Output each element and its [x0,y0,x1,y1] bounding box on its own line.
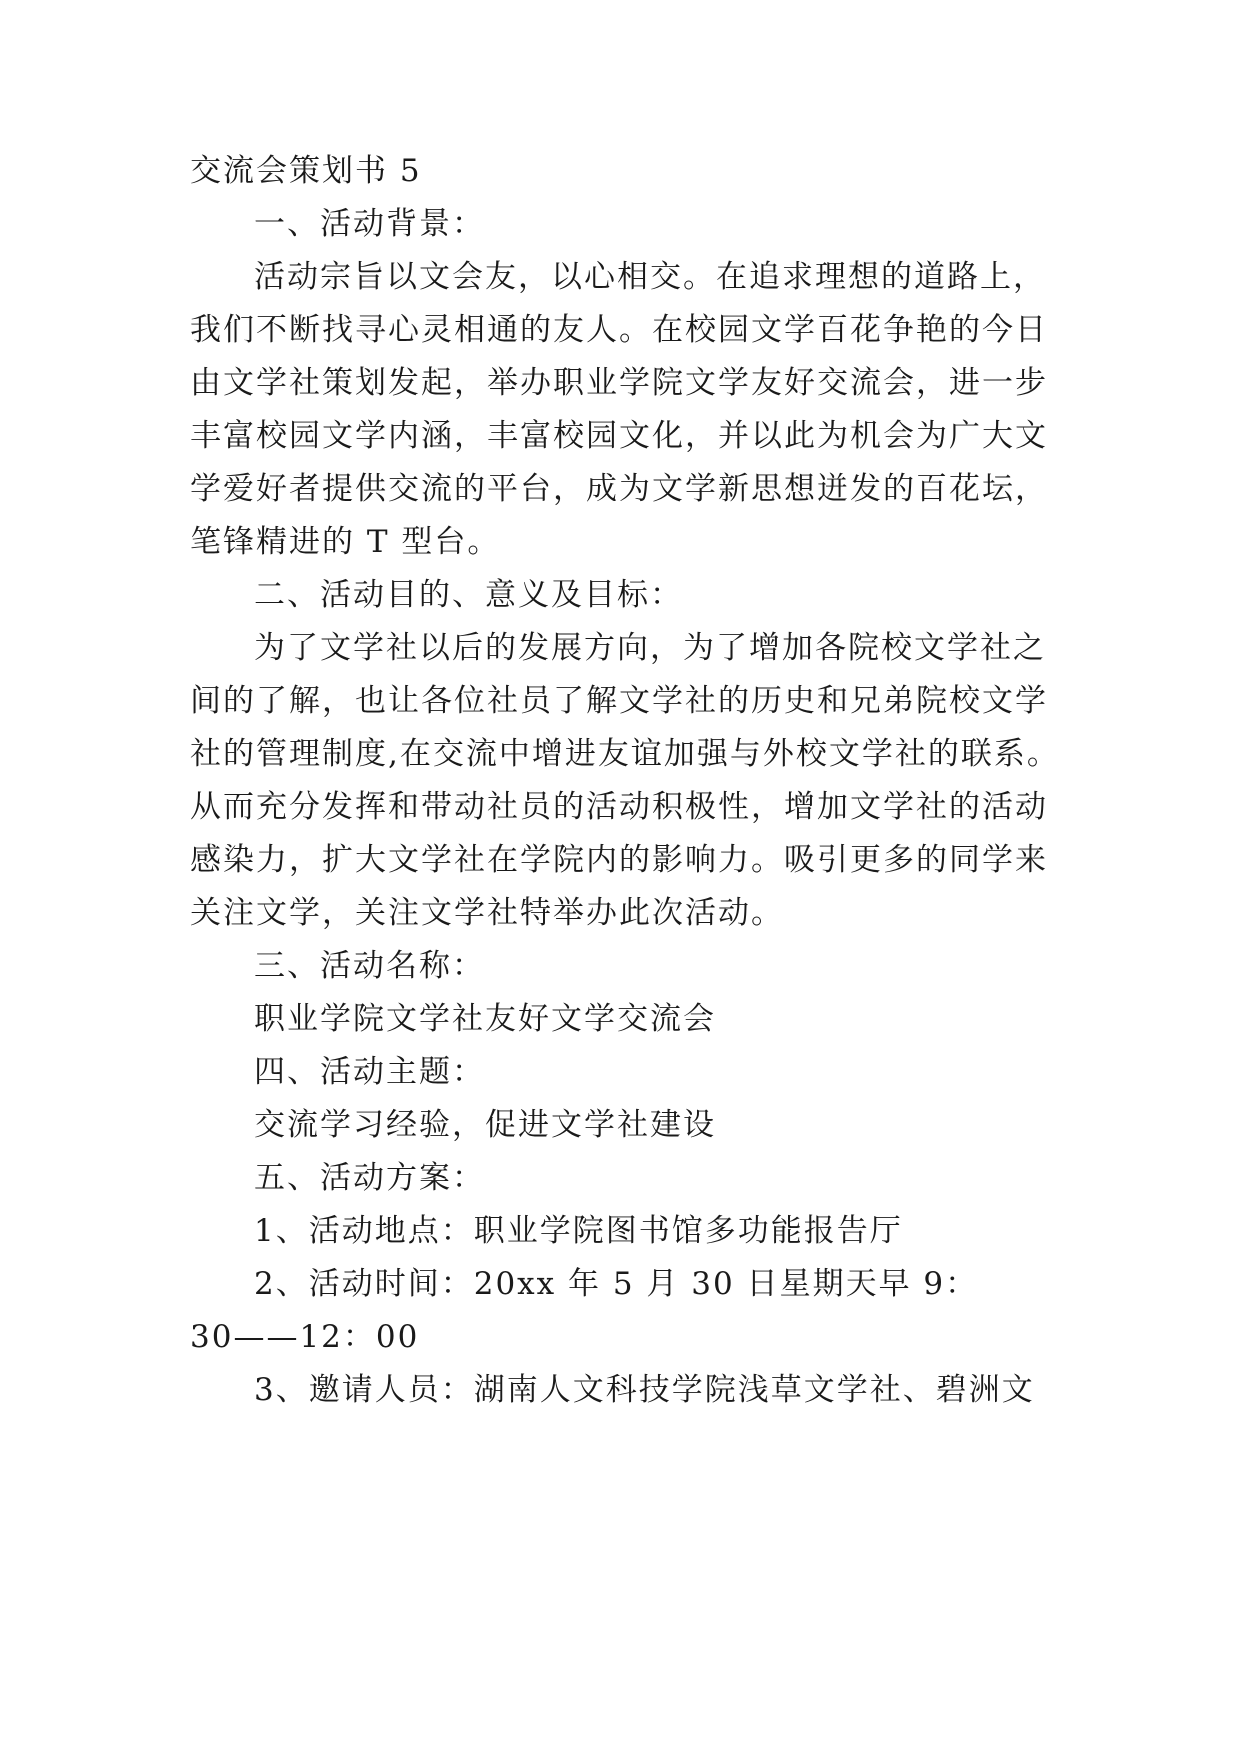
document-title: 交流会策划书 5 [190,153,422,189]
plan-item-invitees: 3、邀请人员：湖南人文科技学院浅草文学社、碧洲文 [254,1372,1035,1408]
paragraph-line: 为了文学社以后的发展方向，为了增加各院校文学社之 [254,630,1046,666]
paragraph-line: 活动宗旨以文会友，以心相交。在追求理想的道路上， [254,259,1046,295]
section-heading-theme: 四、活动主题： [254,1054,485,1090]
section-heading-purpose: 二、活动目的、意义及目标： [254,577,683,613]
paragraph-line: 间的了解，也让各位社员了解文学社的历史和兄弟院校文学 [190,683,1048,719]
paragraph-line: 丰富校园文学内涵，丰富校园文化，并以此为机会为广大文 [190,418,1048,454]
paragraph-line: 感染力，扩大文学社在学院内的影响力。吸引更多的同学来 [190,842,1048,878]
plan-item-location: 1、活动地点：职业学院图书馆多功能报告厅 [254,1213,903,1249]
section-heading-background: 一、活动背景： [254,206,485,242]
paragraph-line: 由文学社策划发起，举办职业学院文学友好交流会，进一步 [190,365,1048,401]
section-heading-plan: 五、活动方案： [254,1160,485,1196]
activity-name: 职业学院文学社友好文学交流会 [254,1001,716,1037]
paragraph-line: 我们不断找寻心灵相通的友人。在校园文学百花争艳的今日 [190,312,1048,348]
plan-item-time: 2、活动时间：20xx 年 5 月 30 日星期天早 9： [254,1266,979,1302]
paragraph-line: 从而充分发挥和带动社员的活动积极性，增加文学社的活动 [190,789,1048,825]
paragraph-line: 笔锋精进的 T 型台。 [190,524,501,560]
activity-theme: 交流学习经验，促进文学社建设 [254,1107,716,1143]
paragraph-line: 关注文学，关注文学社特举办此次活动。 [190,895,784,931]
section-heading-name: 三、活动名称： [254,948,485,984]
paragraph-line: 学爱好者提供交流的平台，成为文学新思想迸发的百花坛， [190,471,1048,507]
paragraph-line: 社的管理制度,在交流中增进友谊加强与外校文学社的联系。 [190,736,1060,772]
plan-item-time-continued: 30——12：00 [190,1319,420,1355]
